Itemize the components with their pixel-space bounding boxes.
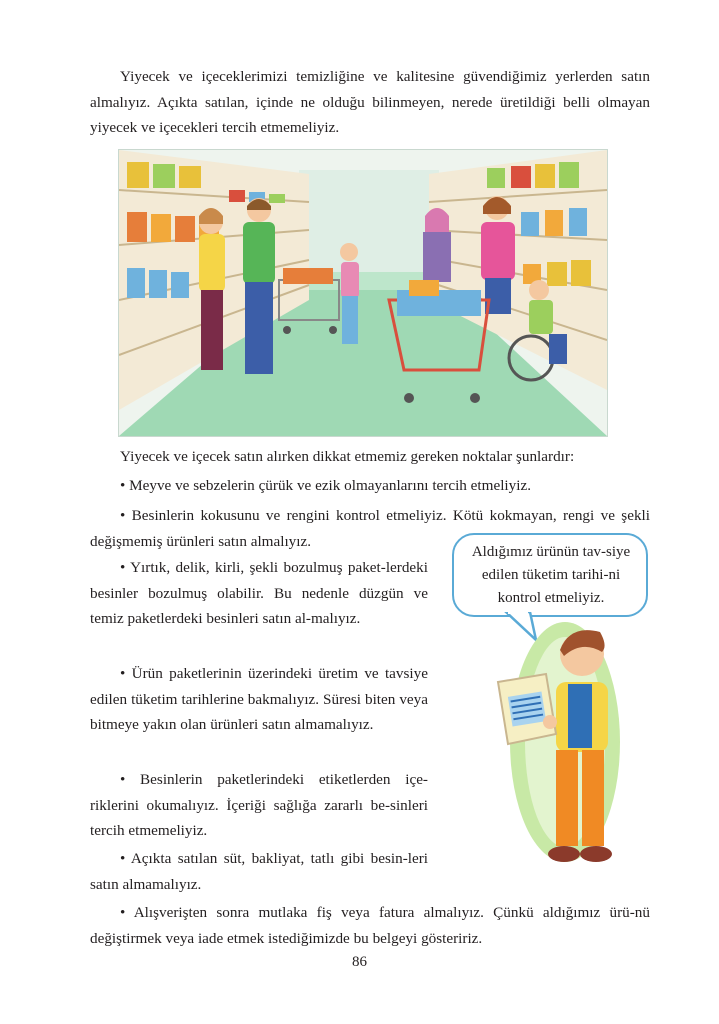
bullet-item: • Besinlerin paketlerindeki etiketlerden içe-riklerini okumalıyız. İçeriği sağlığa zararlı be-sinleri tercih etmemeliyiz.	[90, 771, 428, 840]
bullet-item: • Açıkta satılan süt, bakliyat, tatlı gibi besin-leri satın almamalıyız.	[90, 850, 428, 893]
intro-paragraph: Yiyecek ve içeceklerimizi temizliğine ve kalitesine güvendiğimiz yerlerden satın almalıyız. Açıkta satılan, içinde ne olduğu bilinmeyen, nerede üretildiği belli olmayan yiyecek ve içecekleri tercih etmemeliyiz.	[90, 68, 650, 137]
page-number: 86	[352, 954, 367, 970]
bullet-item: • Meyve ve sebzelerin çürük ve ezik olmayanlarını tercih etmeliyiz.	[120, 477, 531, 494]
supermarket-illustration	[118, 149, 608, 437]
speech-bubble-text: Aldığımız ürünün tav-siye edilen tüketim tarihi-ni kontrol etmeliyiz.	[471, 544, 631, 606]
bullet-item: • Alışverişten sonra mutlaka fiş veya fatura almalıyız. Çünkü aldığımız ürü-nü değiştirmek veya iade etmek istediğimizde bu belgeyi gösteririz.	[90, 904, 650, 947]
bullet-item: • Besinlerin kokusunu ve rengini kontrol etmeliyiz. Kötü kokmayan, rengi ve şekli değişmemiş ürünleri satın almalıyız.	[90, 507, 650, 550]
boy-holding-package-illustration	[490, 622, 640, 872]
bullet-item: • Ürün paketlerinin üzerindeki üretim ve tavsiye edilen tüketim tarihlerine bakmalıyız. Süresi biten veya bitmeye yakın olan ürünleri satın almamalıyız.	[90, 665, 428, 734]
speech-bubble	[452, 533, 648, 617]
lead-sentence: Yiyecek ve içecek satın alırken dikkat etmemiz gereken noktalar şunlardır:	[120, 448, 575, 465]
bullet-item: • Yırtık, delik, kirli, şekli bozulmuş paket-lerdeki besinler bozulmuş olabilir. Bu nedenle düzgün ve temiz paketlerdeki besinleri satın al-malıyız.	[90, 559, 428, 628]
